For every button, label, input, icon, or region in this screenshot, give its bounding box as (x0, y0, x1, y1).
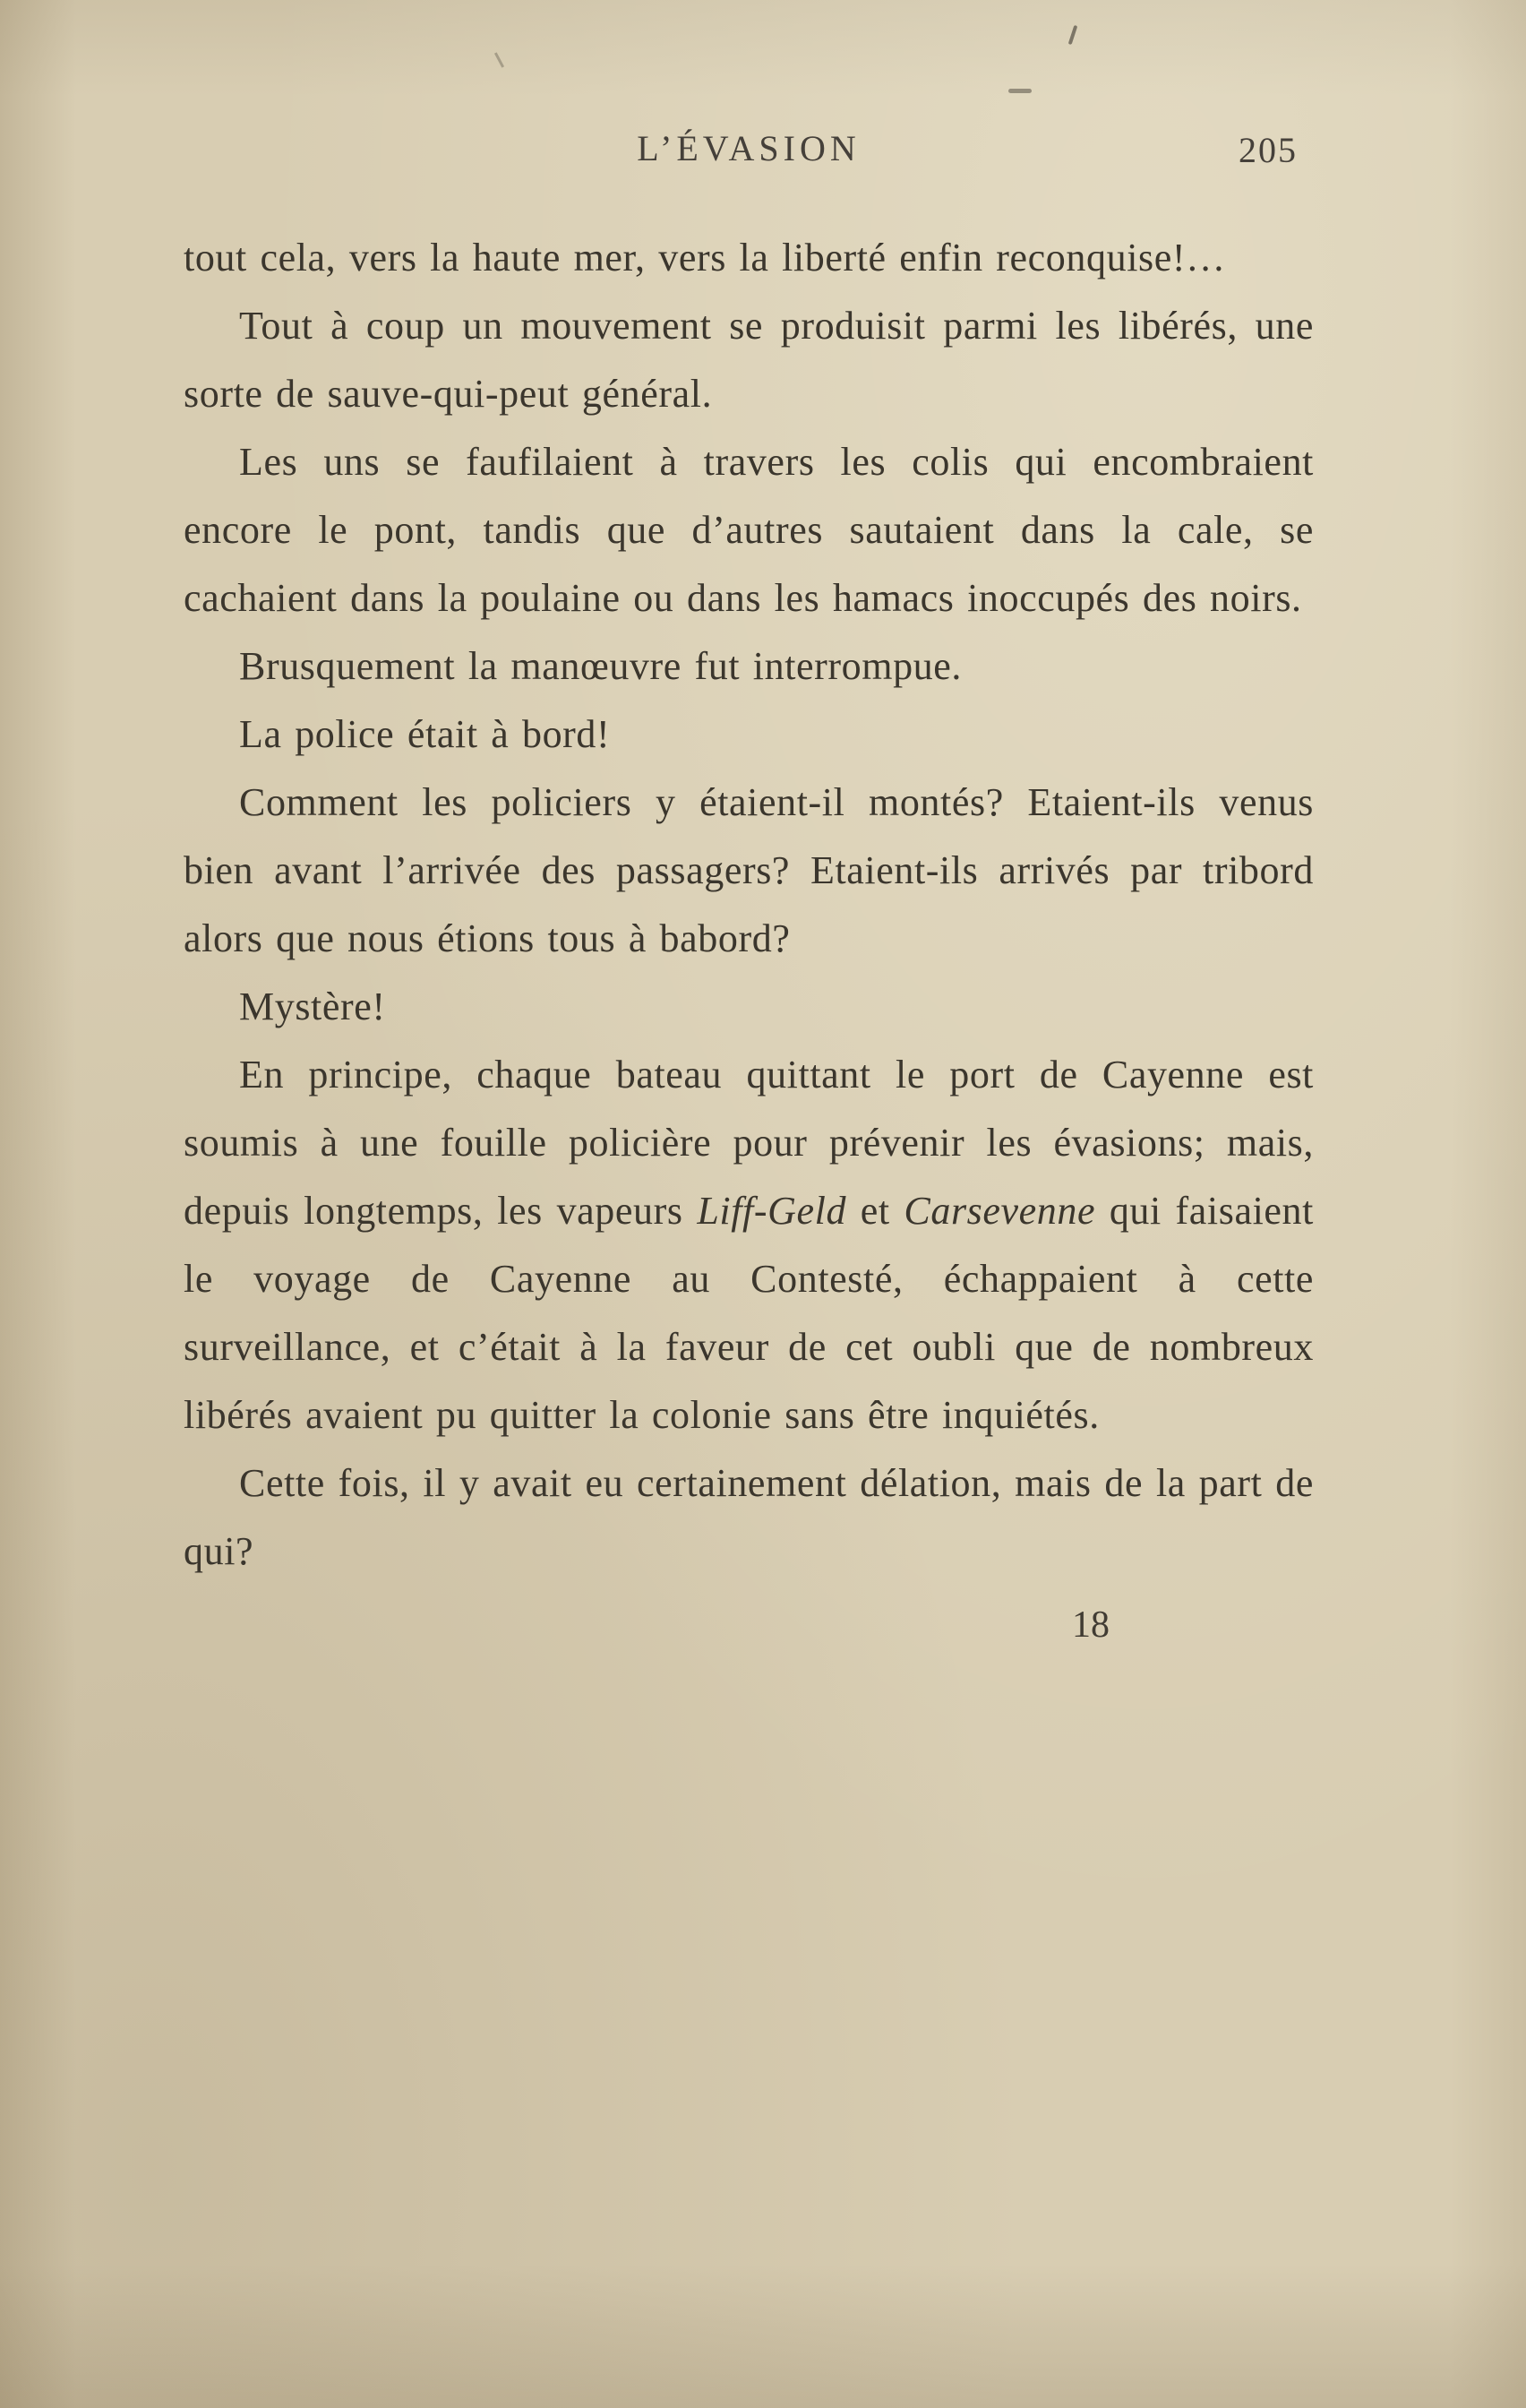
paragraph (184, 973, 1314, 1041)
paragraph (184, 769, 1314, 973)
scan-artifact-dash (1008, 89, 1032, 93)
paragraph-text: Les uns se faufilaient à travers les colis qui encombraient encore le pont, tandis que d’autres sautaient dans la cale, se cachaient dans la poulaine ou dans les hamacs inoccupés des noirs. (184, 440, 1314, 620)
ship-name-italic: Carsevenne (904, 1189, 1096, 1233)
paragraph-text: Mystère! (239, 985, 386, 1028)
paragraph (184, 701, 1314, 769)
page-body (184, 224, 1314, 1586)
paragraph-text: La police était à bord! (239, 712, 611, 756)
paragraph (184, 224, 1314, 292)
page-header (184, 127, 1314, 192)
paragraph-text: et (846, 1189, 904, 1233)
paragraph-text: Brusquement la manœuvre fut interrompue. (239, 644, 963, 688)
page-content (184, 127, 1314, 1647)
page-footer (184, 1604, 1314, 1647)
running-title: L’ÉVASION (637, 128, 861, 168)
paragraph-text: qui faisaient le voyage de Cayenne au Contesté, échappaient à cette surveillance, et c’était à la faveur de cet oubli que de nombreux libérés avaient pu quitter la colonie sans être inquiétés. (184, 1189, 1314, 1437)
paragraph (184, 1449, 1314, 1586)
paragraph (184, 1041, 1314, 1449)
paragraph (184, 428, 1314, 632)
scan-artifact-tick (494, 52, 504, 67)
paragraph-text: Comment les policiers y étaient-il montés? Etaient-ils venus bien avant l’arrivée des passagers? Etaient-ils arrivés par tribord alors que nous étions tous à babord? (184, 780, 1314, 960)
scan-artifact-speck (1068, 25, 1078, 45)
paragraph-text: tout cela, vers la haute mer, vers la liberté enfin reconquise!… (184, 236, 1226, 280)
signature-number: 18 (1072, 1604, 1110, 1646)
paragraph (184, 292, 1314, 428)
page-number: 205 (1239, 130, 1298, 170)
ship-name-italic: Liff-Geld (697, 1189, 847, 1233)
paragraph-text: Cette fois, il y avait eu certainement délation, mais de la part de qui? (184, 1461, 1314, 1573)
paragraph-text: En principe, chaque bateau quittant le port de Cayenne est soumis à une fouille policière pour prévenir les évasions; mais, depuis longtemps, les vapeurs (184, 1053, 1314, 1233)
paragraph-text: Tout à coup un mouvement se produisit parmi les libérés, une sorte de sauve-qui-peut général. (184, 304, 1314, 416)
paragraph (184, 632, 1314, 701)
